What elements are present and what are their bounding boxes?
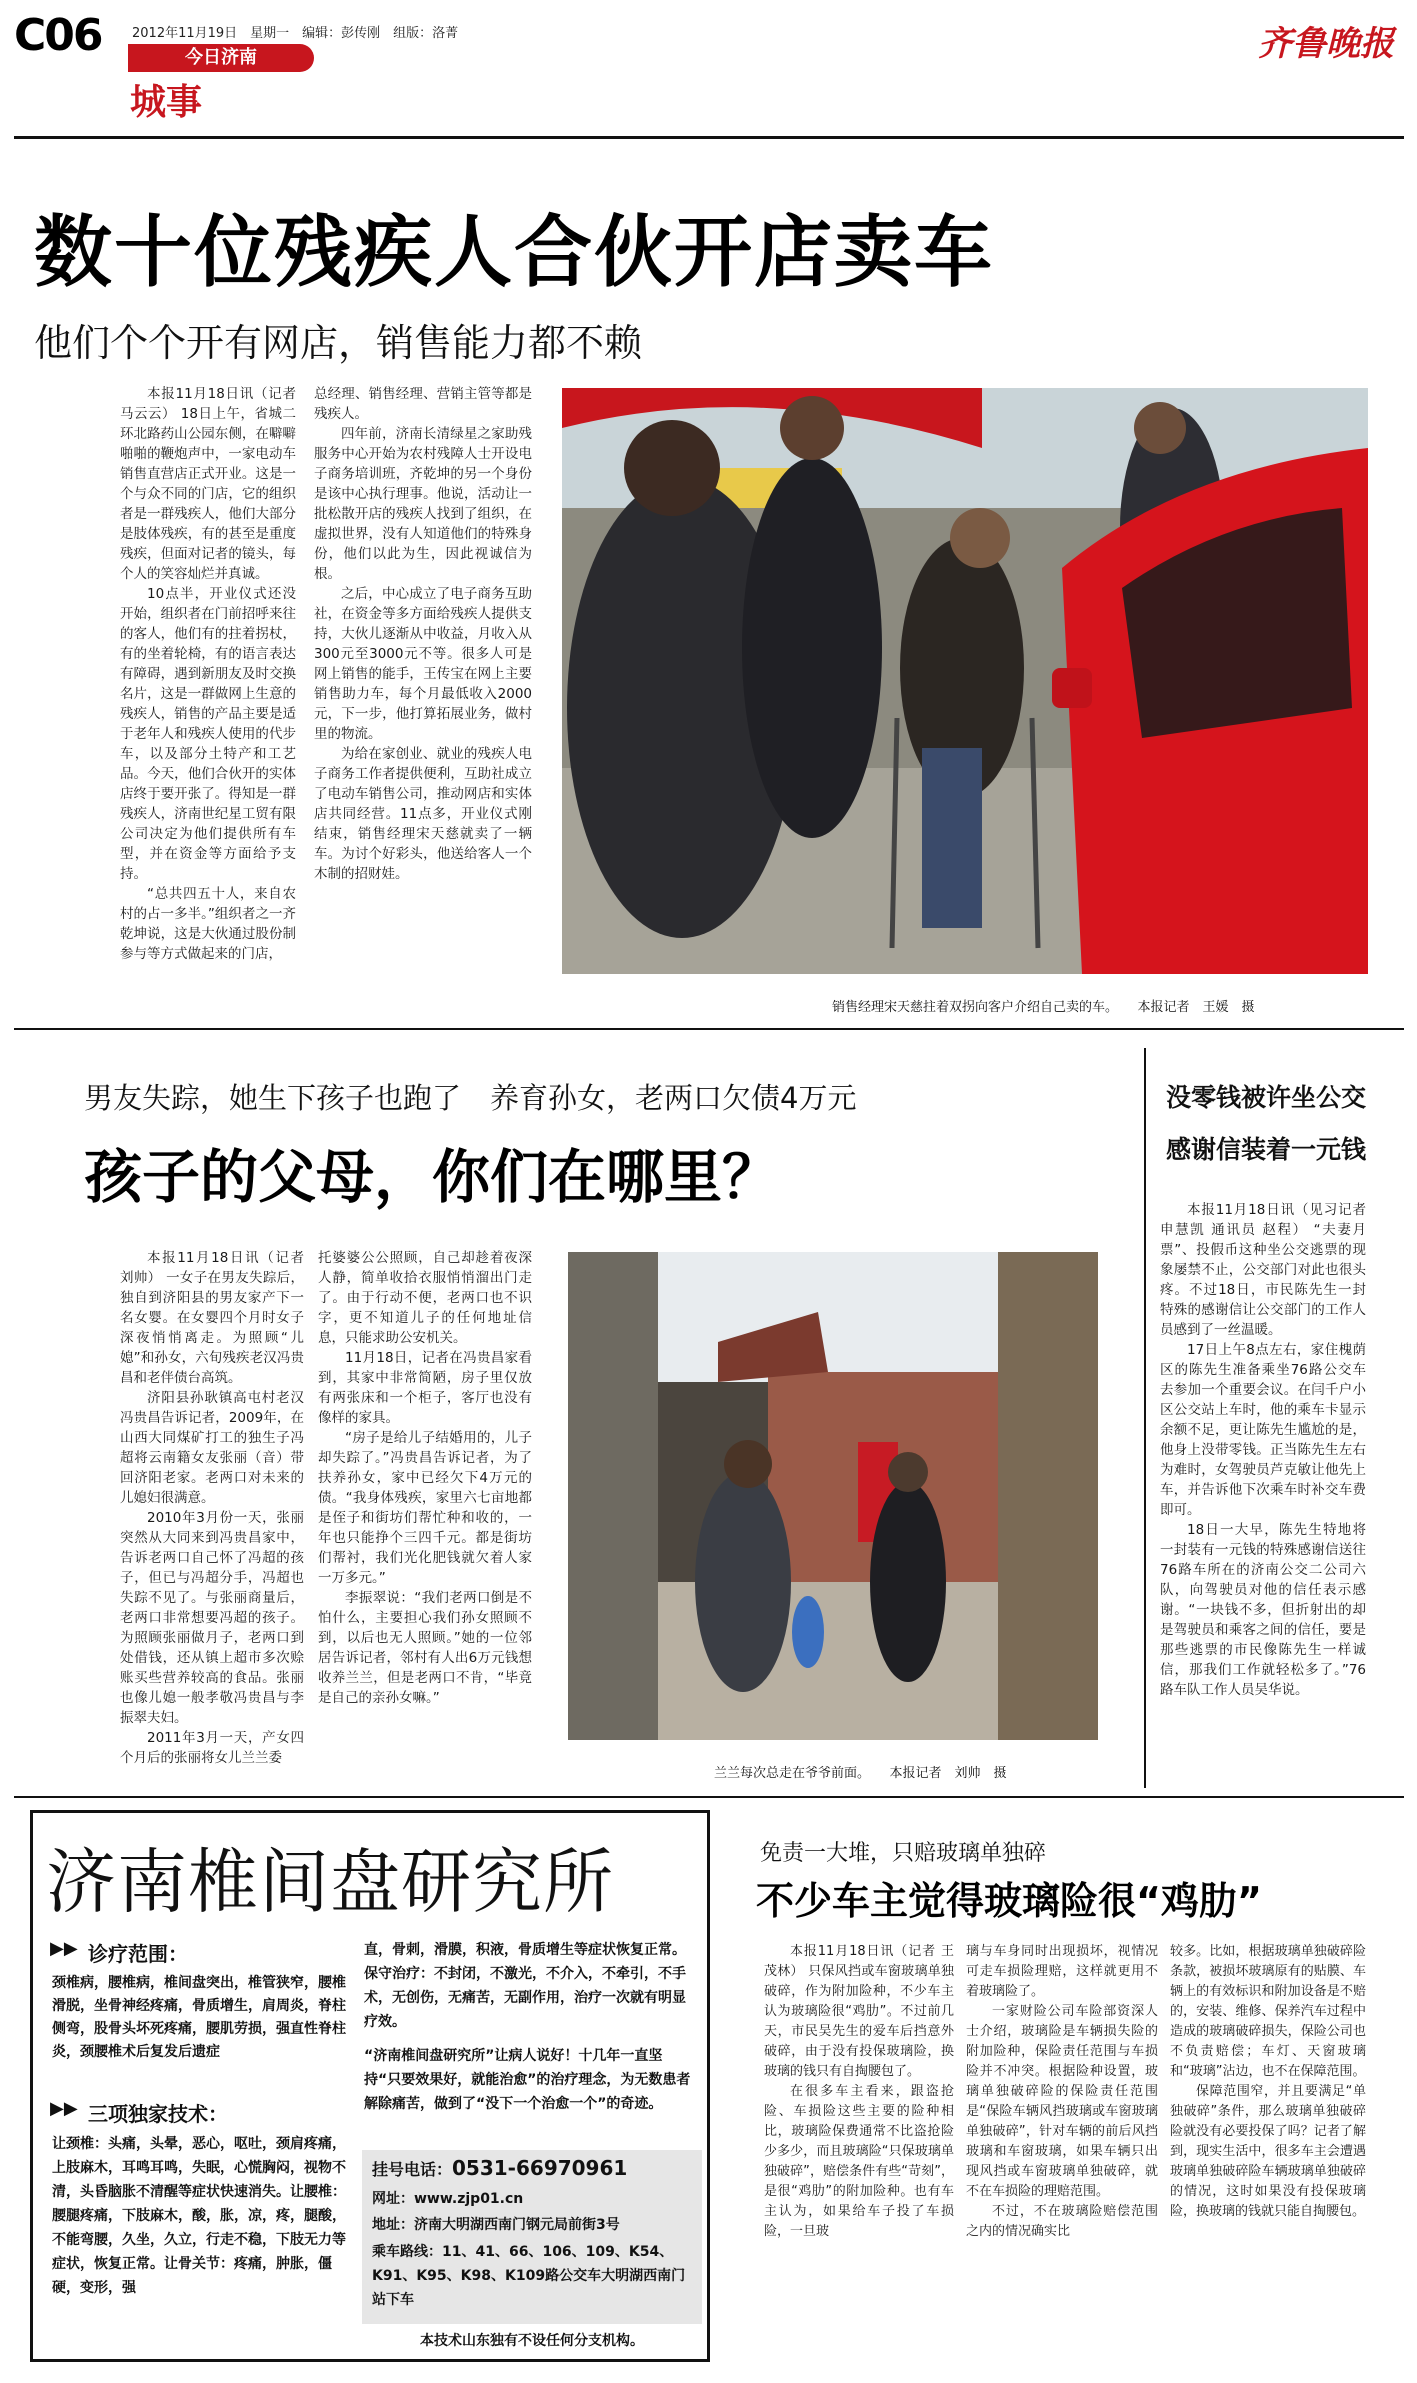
story2-photo (568, 1252, 1098, 1740)
story2-paragraph: “房子是给儿子结婚用的，儿子却失踪了。”冯贵昌告诉记者，为了扶养孙女，家中已经欠下4万元的债。“我身体残疾，家里六七亩地都是侄子和街坊们帮忙种和收的，一年也只能挣个三四千元。都是街坊们帮衬，我们光化肥钱就欠着人家一万多元。” (318, 1430, 532, 1586)
story1-paragraph: 总经理、销售经理、营销主管等都是残疾人。 (314, 386, 532, 422)
masthead-logo: 齐鲁晚报 (1258, 24, 1394, 64)
page-meta: 2012年11月19日 星期一 编辑：彭传刚 组版：洛菁 (132, 26, 459, 41)
story1-paragraph: 本报11月18日讯（记者 马云云） 18日上午，省城二环北路药山公园东侧，在噼噼啪啪的鞭炮声中，一家电动车销售直营店正式开业。这是一个与众不同的门店，它的组织者是一群残疾人，他们大部分是肢体残疾，有的甚至是重度残疾，但面对记者的镜头，每个人的笑容灿烂并真诚。 (120, 386, 296, 582)
story1-bottom-rule (14, 1028, 1404, 1030)
story4-kicker: 免责一大堆，只赔玻璃单独碎 (760, 1841, 1047, 1866)
ad-address: 地址：济南大明湖西南门钢元局前街3号 (372, 2217, 620, 2233)
story1-paragraph: 之后，中心成立了电子商务互助社，在资金等多方面给残疾人提供支持，大伙儿逐渐从中收益，月收入从300元至3000元不等。很多人可是网上销售的能手，王传宝在网上主要销售助力车，每个月最低收入2000元，下一步，他打算拓展业务，做村里的物流。 (314, 586, 532, 742)
story1-photo-scene (562, 388, 1368, 974)
story2-paragraph: 2010年3月份一天，张丽突然从大同来到冯贵昌家中，告诉老两口自己怀了冯超的孩子，但已与冯超分手，冯超也失踪不见了。与张丽商量后，老两口非常想要冯超的孩子。为照顾张丽做月子，老两口到处借钱，还从镇上超市多次赊账买些营养较高的食品。张丽也像儿媳一般孝敬冯贵昌与李振翠夫妇。 (120, 1510, 304, 1726)
story4-headline: 不少车主觉得玻璃险很“鸡肋” (756, 1879, 1262, 1923)
story2-kicker: 男友失踪，她生下孩子也跑了 养育孙女，老两口欠债4万元 (84, 1081, 857, 1115)
story4-column-1 (764, 1942, 954, 2362)
story1-paragraph: “总共四五十人，来自农村的占一多半。”组织者之一齐乾坤说，这是大伙通过股份制参与等方式做起来的门店， (120, 886, 296, 962)
story2-paragraph: 托婆婆公公照顾，自己却趁着夜深人静，简单收拾衣服悄悄溜出门走了。由于行动不便，老两口也不识字，更不知道儿子的任何地址信息，只能求助公安机关。 (318, 1250, 532, 1346)
story3-headline-1: 没零钱被许坐公交 (1166, 1083, 1367, 1112)
story2-photo-caption: 兰兰每次总走在爷爷前面。 本报记者 刘帅 摄 (714, 1766, 1007, 1781)
ad-bus: 乘车路线：11、41、66、106、109、K54、K91、K95、K98、K109路公交车大明湖西南门站下车 (372, 2244, 686, 2308)
story2-paragraph: 李振翠说：“我们老两口倒是不怕什么，主要担心我们孙女照顾不到，以后也无人照顾。”她的一位邻居告诉记者，邻村有人出6万元钱想收养兰兰，但是老两口不肯，“毕竟是自己的亲孙女嘛。” (318, 1590, 532, 1706)
ad-phone-label: 挂号电话： (372, 2160, 453, 2179)
ad-conservative: 保守治疗：不封闭，不激光，不介入，不牵引，不手术，无创伤，无痛苦，无副作用，治疗一次就有明显疗效。 (364, 1966, 686, 2030)
story2-bottom-rule (14, 1796, 1404, 1798)
story4-paragraph: 本报11月18日讯（记者 王茂林） 只保风挡或车窗玻璃单独破碎，作为附加险种，不少车主认为玻璃险很“鸡肋”。不过前几天，市民吴先生的爱车后挡意外破碎，由于没有投保玻璃险，换玻璃的钱只有自掏腰包了。 (764, 1944, 954, 2079)
ad-section2-body: 让颈椎：头痛，头晕，恶心，呕吐，颈肩疼痛，上肢麻木，耳鸣耳鸣，失眠，心慌胸闷，视物不清，头昏脑胀不清醒等症状快速消失。让腰椎：腰腿疼痛，下肢麻木，酸，胀，凉，疼，腿酸，不能弯腰，久坐，久立，行走不稳，下肢无力等症状，恢复正常。让骨关节：疼痛，肿胀，僵硬，变形，强 (52, 2136, 346, 2296)
story2-headline: 孩子的父母，你们在哪里？ (84, 1143, 781, 1211)
story3-column (1160, 1200, 1366, 1790)
ad-col2-top: 直，骨刺，滑膜，积液，骨质增生等症状恢复正常。 (364, 1942, 686, 1958)
story1-photo (562, 388, 1368, 974)
story2-column-1 (120, 1248, 304, 1778)
ad-footer: 本技术山东独有不设任何分支机构。 (420, 2333, 644, 2349)
ad-section1-heading: 诊疗范围： (88, 1942, 188, 1966)
story3-divider (1144, 1048, 1146, 1788)
ad-phone-row (372, 2156, 627, 2180)
story3-headline-2: 感谢信装着一元钱 (1166, 1135, 1367, 1164)
story4-column-2 (966, 1942, 1158, 2362)
story4-paragraph: 在很多车主看来，跟盗抢险、车损险这些主要的险种相比，玻璃险保费通常不比盗抢险少多少，而且玻璃险“只保玻璃单独破碎”，赔偿条件有些“苛刻”，是很“鸡肋”的附加险种。也有车主认为，如果给车子投了车损险，一旦玻 (764, 2084, 954, 2239)
story4-paragraph: 保障范围窄，并且要满足“单独破碎”条件，那么玻璃单独破碎险就没有必要投保了吗？记者了解到，现实生活中，很多车主会遭遇玻璃单独破碎险车辆玻璃单独破碎的情况，这时如果没有投保玻璃险，换玻璃的钱就只能自掏腰包。 (1170, 2084, 1366, 2219)
story4-paragraph: 不过，不在玻璃险赔偿范围之内的情况确实比 (966, 2204, 1158, 2239)
ad-quote: “济南椎间盘研究所”让病人说好！十几年一直坚持“只要效果好，就能治愈”的治疗理念，为无数患者解除痛苦，做到了“没下一个治愈一个”的奇迹。 (364, 2048, 691, 2112)
section-tag: 今日济南 (128, 44, 314, 72)
story2-column-2 (318, 1248, 532, 1778)
arrow-icon: ▶▶ (50, 2098, 78, 2119)
story2-paragraph: 济阳县孙耿镇高屯村老汉冯贵昌告诉记者，2009年，在山西大同煤矿打工的独生子冯超将云南籍女友张丽（音）带回济阳老家。老两口对未来的儿媳妇很满意。 (120, 1390, 304, 1506)
story2-paragraph: 11月18日，记者在冯贵昌家看到，其家中非常简陋，房子里仅放有两张床和一个柜子，客厅也没有像样的家具。 (318, 1350, 532, 1426)
arrow-icon: ▶▶ (50, 1938, 78, 1959)
story4-paragraph: 璃与车身同时出现损坏，视情况可走车损险理赔，这样就更用不着玻璃险了。 (966, 1944, 1158, 1999)
ad-title: 济南椎间盘研究所 (46, 1841, 614, 1923)
story4-column-3 (1170, 1942, 1366, 2362)
story1-headline: 数十位残疾人合伙开店卖车 (34, 208, 995, 298)
story2-paragraph: 本报11月18日讯（记者 刘帅） 一女子在男友失踪后，独自到济阳县的男友家产下一名女婴。在女婴四个月时女子深夜悄悄离走。为照顾“儿媳”和孙女，六旬残疾老汉冯贵昌和老伴债台高筑。 (120, 1250, 304, 1386)
story2-photo-scene (568, 1252, 1098, 1740)
ad-section1-body: 颈椎病，腰椎病，椎间盘突出，椎管狭窄，腰椎滑脱，坐骨神经疼痛，骨质增生，肩周炎，脊柱侧弯，股骨头坏死疼痛，腰肌劳损，强直性脊柱炎，颈腰椎术后复发后遗症 (52, 1975, 346, 2060)
ad-phone[interactable]: 0531-66970961 (452, 2156, 628, 2180)
story4-paragraph: 较多。比如，根据玻璃单独破碎险条款，被损坏玻璃原有的贴膜、车辆上的有效标识和附加设备是不赔的，安装、维修、保养汽车过程中造成的玻璃破碎损失，保险公司也不负责赔偿；车灯、天窗玻璃和“玻璃”沾边，也不在保障范围。 (1170, 1944, 1366, 2079)
story1-photo-caption: 销售经理宋天慈拄着双拐向客户介绍自己卖的车。 本报记者 王媛 摄 (832, 1000, 1255, 1015)
story3-paragraph: 本报11月18日讯（见习记者 申慧凯 通讯员 赵程） “夫妻月票”、投假币这种坐公交逃票的现象屡禁不止，公交部门对此也很头疼。不过18日，市民陈先生一封特殊的感谢信让公交部门的工作人员感到了一丝温暖。 (1160, 1202, 1366, 1338)
story3-paragraph: 17日上午8点左右，家住槐荫区的陈先生准备乘坐76路公交车去参加一个重要会议。在闫千户小区公交站上车时，他的乘车卡显示余额不足，更让陈先生尴尬的是，他身上没带零钱。正当陈先生左右为难时，女驾驶员芦克敏让他先上车，并告诉他下次乘车时补交车费即可。 (1160, 1342, 1366, 1518)
story1-paragraph: 为给在家创业、就业的残疾人电子商务工作者提供便利，互助社成立了电动车销售公司，推动网店和实体店共同经营。11点多，开业仪式刚结束，销售经理宋天慈就卖了一辆车。为讨个好彩头，他送给客人一个木制的招财娃。 (314, 746, 532, 882)
ad-section2-heading: 三项独家技术： (88, 2102, 228, 2126)
story1-column-1 (120, 384, 296, 1014)
section-title: 城事 (130, 82, 203, 123)
story2-paragraph: 2011年3月一天，产女四个月后的张丽将女儿兰兰委 (120, 1730, 304, 1766)
story1-paragraph: 四年前，济南长清绿星之家助残服务中心开始为农村残障人士开设电子商务培训班，齐乾坤的另一个身份是该中心执行理事。他说，活动让一批松散开店的残疾人找到了组织，在虚拟世界，没有人知道他们的特殊身份，他们以此为生，因此视诚信为根。 (314, 426, 532, 582)
story3-paragraph: 18日一大早，陈先生特地将一封装有一元钱的特殊感谢信送往76路车所在的济南公交二公司六队，向驾驶员对他的信任表示感谢。“一块钱不多，但折射出的却是驾驶员和乘客之间的信任，要是那些逃票的市民像陈先生一样诚信，那我们工作就轻松多了。”76路车队工作人员吴华说。 (1160, 1522, 1366, 1698)
story1-column-2 (314, 384, 532, 1014)
story1-paragraph: 10点半，开业仪式还没开始，组织者在门前招呼来往的客人，他们有的拄着拐杖，有的坐着轮椅，有的语言表达有障碍，遇到新朋友及时交换名片，这是一群做网上生意的残疾人，销售的产品主要是适于老年人和残疾人使用的代步车，以及部分土特产和工艺品。今天，他们合伙开的实体店终于要开张了。得知是一群残疾人，济南世纪星工贸有限公司决定为他们提供所有车型，并在资金等方面给予支持。 (120, 586, 296, 882)
ad-website[interactable]: 网址：www.zjp01.cn (372, 2191, 524, 2207)
story4-paragraph: 一家财险公司车险部资深人士介绍，玻璃险是车辆损失险的附加险种，保险责任范围与车损险并不冲突。根据险种设置，玻璃单独破碎险的保险责任范围是“保险车辆风挡玻璃或车窗玻璃单独破碎”，针对车辆的前后风挡玻璃和车窗玻璃，如果车辆只出现风挡或车窗玻璃单独破碎，就不在车损险的理赔范围。 (966, 2004, 1158, 2199)
story1-subhead: 他们个个开有网店，销售能力都不赖 (34, 321, 643, 365)
header-rule (14, 136, 1404, 139)
page-number: C06 (14, 10, 102, 61)
